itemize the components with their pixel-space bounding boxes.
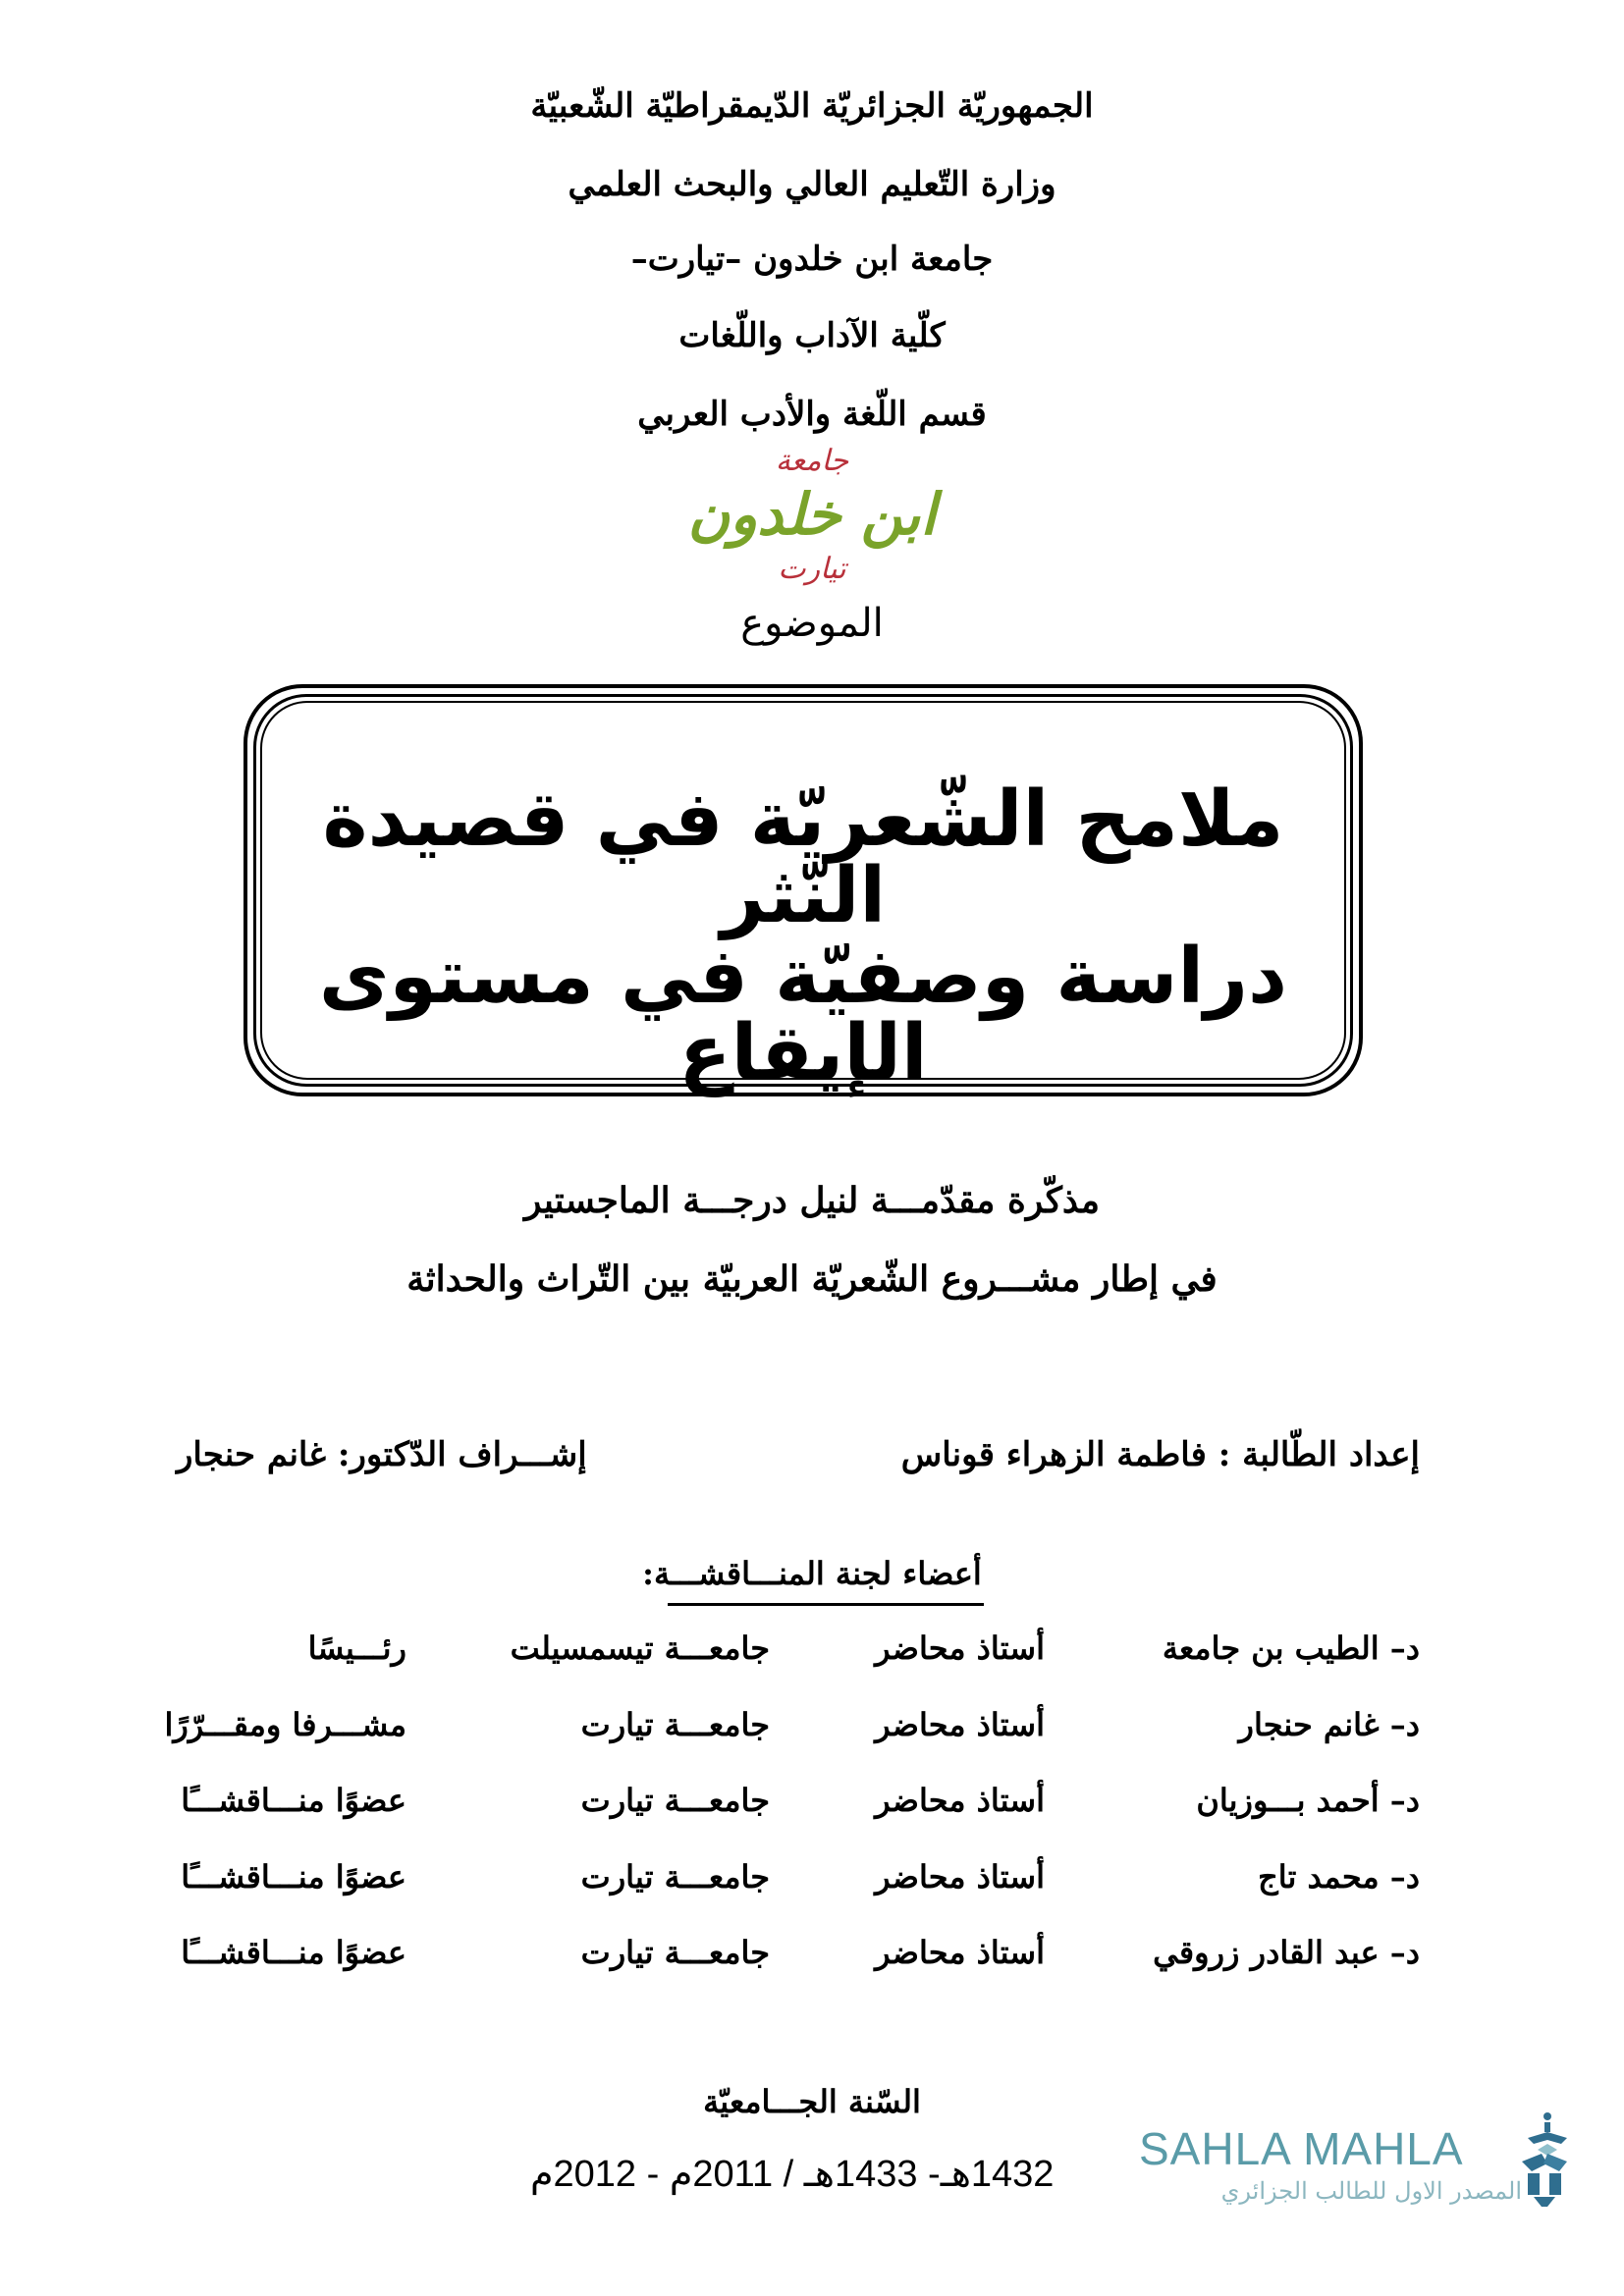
committee-row — [0, 1934, 1624, 1983]
title-line-2: دراسة وصفيّة في مستوى الإيقاع — [318, 933, 1288, 1097]
committee-title-underline — [668, 1603, 984, 1606]
academic-year-value: 1432هـ- 1433هـ / 2011م - 2012م — [530, 2154, 1055, 2195]
member-university: جامعـــة تيارت — [580, 1934, 770, 1971]
member-university: جامعـــة تيارت — [580, 1782, 770, 1819]
student-credit: إعداد الطّالبة : فاطمة الزهراء قوناس — [900, 1435, 1420, 1474]
committee-row — [0, 1782, 1624, 1831]
university-logo — [0, 444, 1624, 478]
member-rank: أستاذ محاضر — [875, 1629, 1045, 1667]
committee-row — [0, 1706, 1624, 1755]
header-ministry: وزارة التّعليم العالي والبحث العلمي — [568, 165, 1056, 204]
member-name: د– غانم حنجار — [1238, 1706, 1420, 1743]
university-logo-main — [0, 481, 1624, 548]
watermark-subtitle: المصدر الاول للطالب الجزائري — [1220, 2177, 1522, 2205]
member-role: عضوًا منـــاقشـــًا — [181, 1934, 406, 1971]
member-university: جامعـــة تيارت — [580, 1706, 770, 1743]
sahla-mahla-logo-icon — [1518, 2110, 1571, 2209]
member-rank: أستاذ محاضر — [875, 1858, 1045, 1896]
supervisor-credit: إشـــراف الدّكتور: غانم حنجار — [177, 1435, 587, 1474]
title-frame — [244, 684, 1363, 1096]
member-university: جامعـــة تيسمسيلت — [510, 1629, 770, 1667]
university-logo-bottom — [0, 552, 1624, 586]
member-name: د– أحمد بـــوزيان — [1196, 1782, 1420, 1819]
member-name: د– محمد تاج — [1258, 1858, 1420, 1896]
member-name: د– عبد القادر زروقي — [1153, 1934, 1420, 1971]
member-role: عضوًا منـــاقشـــًا — [181, 1782, 406, 1819]
header-republic: الجمهوريّة الجزائريّة الدّيمقراطيّة الشّعبيّة — [530, 86, 1094, 126]
member-role: رئـــيسًا — [307, 1629, 406, 1667]
thesis-degree: مذكّرة مقدّمـــة لنيل درجـــة الماجستير — [523, 1180, 1101, 1221]
sahla-mahla-watermark — [1139, 2122, 1571, 2230]
logo-main-text: ابن خلدون — [687, 481, 937, 548]
member-role: عضوًا منـــاقشـــًا — [181, 1858, 406, 1896]
header-faculty: كلّية الآداب واللّغات — [678, 316, 946, 355]
subject-label: الموضوع — [740, 601, 884, 646]
title-line-1: ملامح الشّعريّة في قصيدة النّثر — [322, 775, 1284, 940]
header-department: قسم اللّغة والأدب العربي — [637, 395, 987, 434]
committee-title: أعضاء لجنة المنـــاقشـــة: — [642, 1555, 982, 1592]
member-role: مشـــرفا ومقـــرّرًا — [164, 1706, 406, 1743]
logo-bottom-text: تيارت — [778, 552, 846, 586]
committee-row — [0, 1629, 1624, 1679]
member-rank: أستاذ محاضر — [875, 1706, 1045, 1743]
header-university: جامعة ابن خلدون –تيارت– — [630, 240, 994, 279]
logo-top-text: جامعة — [775, 444, 849, 478]
watermark-title: SAHLA MAHLA — [1139, 2123, 1464, 2174]
member-university: جامعـــة تيارت — [580, 1858, 770, 1896]
member-rank: أستاذ محاضر — [875, 1782, 1045, 1819]
thesis-project: في إطار مشـــروع الشّعريّة العربيّة بين التّراث والحداثة — [406, 1258, 1218, 1300]
member-rank: أستاذ محاضر — [875, 1934, 1045, 1971]
member-name: د– الطيب بن جامعة — [1162, 1629, 1420, 1667]
committee-row — [0, 1858, 1624, 1907]
academic-year-label: السّنة الجـــامعيّة — [703, 2083, 921, 2120]
